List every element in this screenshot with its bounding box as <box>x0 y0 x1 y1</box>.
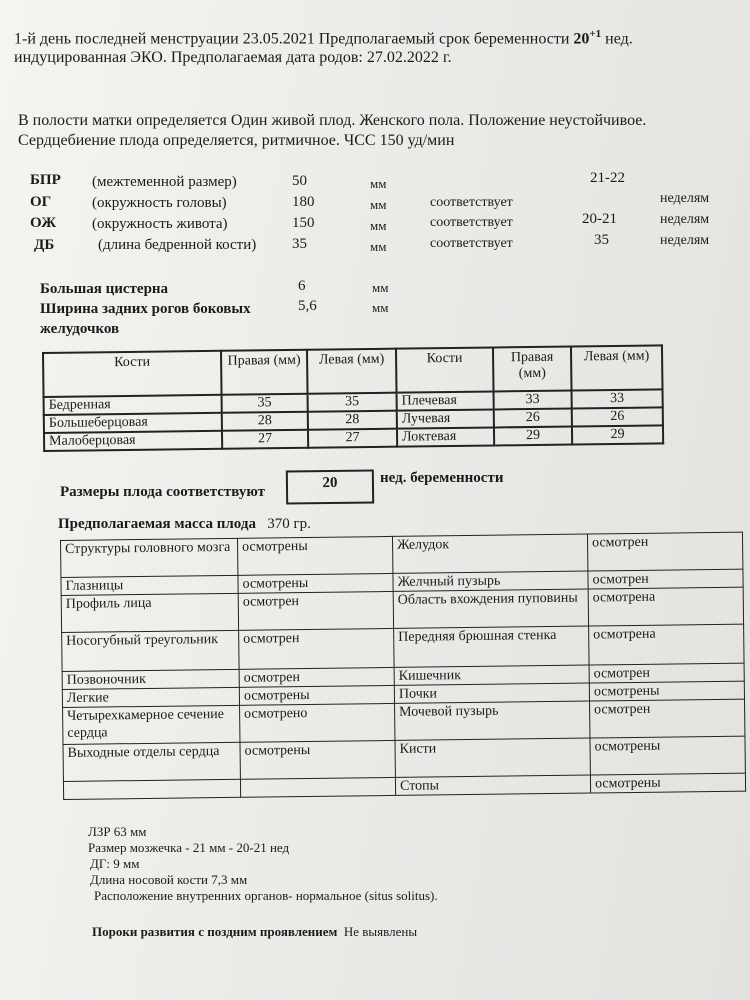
organ-name: Желчный пузырь <box>393 571 588 591</box>
bones-header-cell: Кости <box>43 351 222 397</box>
organ-name: Стопы <box>395 775 590 795</box>
biometry-weeks: 20-21 <box>582 211 617 227</box>
organ-status <box>240 777 395 797</box>
bone-name: Плечевая <box>397 391 494 410</box>
organ-status: осмотрены <box>590 736 745 775</box>
bone-name: Большеберцовая <box>44 413 222 433</box>
findings-line-1: В полости матки определяется Один живой плод. Женского пола. Положение неустойчивое. <box>18 112 647 129</box>
organ-status: осмотрены <box>237 536 392 575</box>
organ-status: осмотрены <box>240 740 395 779</box>
biometry-value: 50 <box>292 173 307 189</box>
note-line: Расположение внутренних органов- нормальное (situs solitus). <box>94 888 438 903</box>
mass-label: Предполагаемая масса плода <box>58 516 256 532</box>
organ-name: Область вхождения пуповины <box>393 589 588 628</box>
conclusion-row <box>92 924 417 940</box>
biometry-weeks: 21-22 <box>590 170 625 186</box>
organ-name: Мочевой пузырь <box>395 701 590 740</box>
organ-status: осмотрен <box>590 699 745 738</box>
size-weeks-box: 20 <box>286 469 374 504</box>
organ-name: Позвоночник <box>62 669 239 689</box>
bone-left: 27 <box>308 429 397 448</box>
organ-name: Носогубный треугольник <box>62 630 239 671</box>
bone-name: Локтевая <box>397 427 494 446</box>
organ-status: осмотрена <box>589 624 744 665</box>
bone-name: Лучевая <box>397 409 494 428</box>
horns-value: 5,6 <box>298 298 317 314</box>
biometry-unit: мм <box>370 197 387 212</box>
biometry-abbr: БПР <box>30 172 61 188</box>
bone-left: 35 <box>308 393 397 412</box>
organ-name <box>63 779 240 799</box>
bone-right: 28 <box>222 412 308 431</box>
lmp-and-ga-text: 1-й день последней менструации 23.05.2021 Предполагаемый срок беременности <box>14 30 574 48</box>
cisterna-value: 6 <box>298 278 306 294</box>
size-suffix: нед. беременности <box>380 470 504 486</box>
organ-name: Структуры головного мозга <box>61 538 238 577</box>
bones-header-row <box>43 345 662 397</box>
bones-header-cell: Правая (мм) <box>221 350 308 395</box>
organ-status: осмотрен <box>589 663 744 683</box>
conclusion-label: Пороки развития с поздним проявлением <box>92 924 338 939</box>
horns-label-1: Ширина задних рогов боковых <box>40 301 251 317</box>
biometry-abbr: ОЖ <box>30 215 57 231</box>
ga-unit: нед. <box>601 30 633 48</box>
note-line: Размер мозжечка - 21 мм - 20-21 нед <box>88 840 290 855</box>
organ-name: Желудок <box>392 534 587 573</box>
cisterna-unit: мм <box>372 280 389 295</box>
organ-status: осмотрены <box>589 681 744 701</box>
bone-left: 29 <box>572 425 663 444</box>
organ-status: осмотрен <box>238 591 393 630</box>
biometry-unit: мм <box>370 239 387 254</box>
bones-table <box>42 344 664 452</box>
header-line-1 <box>14 28 633 48</box>
biometry-desc: (окружность головы) <box>92 195 227 211</box>
biometry-status: соответствует <box>430 215 513 230</box>
organ-status: осмотрен <box>587 532 742 571</box>
organ-status: осмотрена <box>588 587 743 626</box>
ga-weeks: 20 <box>573 30 590 48</box>
biometry-abbr: ОГ <box>30 194 52 210</box>
bone-name: Бедренная <box>44 395 222 415</box>
bone-left: 33 <box>572 389 663 408</box>
organ-status: осмотрен <box>588 569 743 589</box>
biometry-status: соответствует <box>430 236 513 251</box>
organs-table <box>60 532 746 800</box>
organ-name: Почки <box>394 683 589 703</box>
note-line: Длина носовой кости 7,3 мм <box>90 872 248 887</box>
size-label: Размеры плода соответствуют <box>60 484 266 500</box>
biometry-desc: (длина бедренной кости) <box>98 237 257 253</box>
note-line: ДГ: 9 мм <box>90 856 140 871</box>
bones-header-cell: Левая (мм) <box>307 349 397 394</box>
conclusion-value: Не выявлены <box>343 924 418 939</box>
biometry-abbr: ДБ <box>34 237 55 253</box>
biometry-value: 35 <box>292 236 307 252</box>
biometry-weeks-label: неделям <box>660 233 710 248</box>
bone-right: 29 <box>494 427 572 446</box>
organ-name: Кисти <box>395 738 590 777</box>
organ-status: осмотрен <box>239 667 394 687</box>
mass-value: 370 гр. <box>267 516 311 532</box>
bone-right: 35 <box>222 394 308 413</box>
ga-days: +1 <box>589 28 602 40</box>
organ-status: осмотрены <box>238 573 393 593</box>
findings-line-2: Сердцебиение плода определяется, ритмичное. ЧСС 150 уд/мин <box>18 132 455 149</box>
biometry-desc: (окружность живота) <box>92 216 228 232</box>
bone-right: 26 <box>494 409 572 428</box>
organ-name: Четырехкамерное сечение сердца <box>63 705 240 744</box>
organ-name: Выходные отделы сердца <box>63 742 240 781</box>
organ-status: осмотрены <box>590 773 745 793</box>
organ-status: осмотрено <box>240 703 395 742</box>
organ-name: Легкие <box>62 687 239 707</box>
bones-header-cell: Кости <box>396 347 494 392</box>
note-line: ЛЗР 63 мм <box>88 824 147 839</box>
bone-left: 26 <box>572 407 663 426</box>
biometry-weeks-label: неделям <box>660 212 710 227</box>
biometry-status: соответствует <box>430 195 513 210</box>
organ-status: осмотрен <box>239 628 394 669</box>
biometry-value: 180 <box>292 194 315 210</box>
biometry-unit: мм <box>370 218 387 233</box>
bone-left: 28 <box>308 411 397 430</box>
organ-name: Передняя брюшная стенка <box>394 626 589 667</box>
mass-row <box>58 516 311 533</box>
bone-right: 33 <box>494 391 572 410</box>
organ-name: Профиль лица <box>61 593 238 632</box>
biometry-weeks-label: неделям <box>660 191 710 206</box>
cisterna-label: Большая цистерна <box>40 281 169 297</box>
bone-right: 27 <box>222 430 308 449</box>
organ-name: Кишечник <box>394 665 589 685</box>
organ-name: Глазницы <box>61 575 238 595</box>
horns-unit: мм <box>372 300 389 315</box>
biometry-value: 150 <box>292 215 315 231</box>
header-line-2: индуцированная ЭКО. Предполагаемая дата родов: 27.02.2022 г. <box>14 49 452 66</box>
bones-header-cell: Правая (мм) <box>493 347 572 392</box>
bone-name: Малоберцовая <box>44 431 222 451</box>
biometry-desc: (межтеменной размер) <box>92 174 237 190</box>
organ-status: осмотрены <box>239 685 394 705</box>
biometry-weeks: 35 <box>594 232 609 248</box>
biometry-unit: мм <box>370 176 387 191</box>
bones-header-cell: Левая (мм) <box>571 345 663 390</box>
horns-label-2: желудочков <box>40 321 120 337</box>
